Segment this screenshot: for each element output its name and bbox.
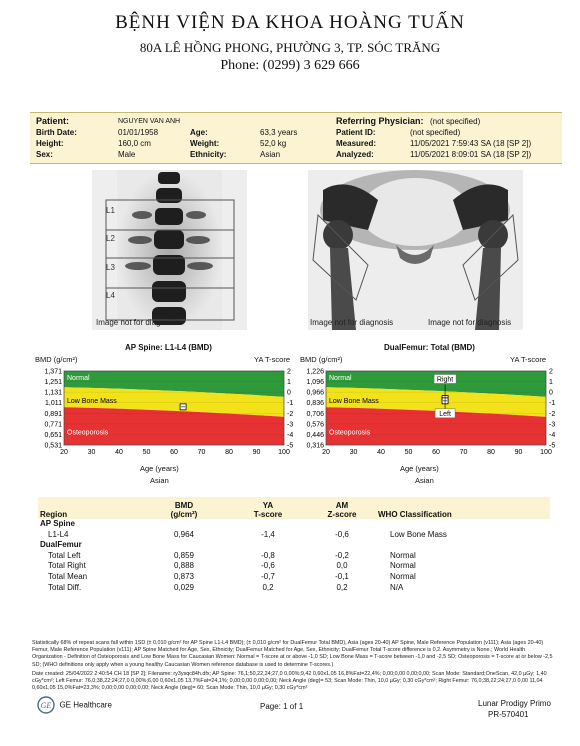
results-cell-zscore: -0,6: [335, 529, 349, 539]
results-table: [38, 497, 550, 593]
results-cell-tscore: -0,7: [261, 571, 275, 581]
spine-xtick: 60: [170, 449, 178, 456]
hip-scan-graphic: [308, 170, 523, 330]
brand-name: GE Healthcare: [59, 700, 112, 710]
spine-xtick: 20: [60, 449, 68, 456]
femur-ttick: 1: [549, 379, 553, 387]
spine-ttick: 2: [287, 368, 291, 376]
femur-ttick: -1: [549, 400, 556, 408]
femur-ttick: 2: [549, 368, 553, 376]
table-row: [38, 583, 550, 594]
header-am-zscore: Z-score: [327, 510, 357, 519]
spine-zone-label-low: Low Bone Mass: [67, 397, 117, 405]
spine-ttick: 1: [287, 379, 291, 387]
femur-zone-label-osteo: Osteoporosis: [329, 429, 371, 437]
spine-image-caption: Image not for diagnosis: [96, 318, 180, 327]
weight-value: 52,0 kg: [260, 139, 287, 148]
header-ya-tscore: T-score: [253, 510, 283, 519]
results-cell-who: [374, 519, 550, 530]
results-cell-tscore: -0,6: [261, 561, 275, 571]
results-cell-who: [374, 540, 550, 551]
femur-xtick: 70: [459, 449, 468, 456]
header-bmd-unit: (g/cm²): [170, 510, 198, 519]
femur-xtick: 50: [404, 449, 413, 456]
spine-chart-ylabel2: YA T-score: [254, 355, 290, 364]
spine-ytick: 1,011: [45, 400, 62, 408]
results-cell-zscore: [310, 540, 374, 551]
spine-xtick: 30: [87, 449, 96, 456]
referring-physician-value: (not specified): [430, 117, 481, 126]
table-row: [38, 551, 550, 562]
birth-date-label: Birth Date:: [36, 128, 77, 137]
hospital-address: 80A LÊ HỒNG PHONG, PHƯỜNG 3, TP. SÓC TRĂNG: [139, 40, 441, 55]
results-cell-region: Total Left: [48, 550, 81, 560]
analyzed-value: 11/05/2021 8:09:01 SA (18 [SP 2]): [410, 150, 532, 159]
results-cell-tscore: [226, 540, 310, 551]
results-cell-tscore: -1,4: [261, 529, 275, 539]
spine-ytick: 1,371: [44, 368, 62, 376]
ethnicity-label: Ethnicity:: [190, 150, 227, 159]
spine-ttick: -2: [287, 410, 294, 418]
patient-name: NGUYEN VAN ANH: [118, 118, 181, 125]
weight-label: Weight:: [190, 139, 220, 148]
age-label: Age:: [190, 128, 208, 137]
svg-text:GE: GE: [40, 701, 52, 710]
hospital-name: BỆNH VIỆN ĐA KHOA HOÀNG TUẤN: [115, 12, 465, 33]
results-cell-tscore: [226, 519, 310, 530]
results-header-row: [38, 497, 550, 519]
vertebra-label-l2: L2: [106, 234, 115, 243]
spine-ytick: 0,651: [44, 431, 62, 439]
femur-chart-xlabel: Age (years): [400, 464, 439, 473]
spine-ttick: -1: [287, 400, 294, 408]
hip-image-caption-right: Image not for diagnosis: [428, 318, 512, 327]
spine-zone-label-osteo: Osteoporosis: [67, 429, 109, 437]
spine-ytick: 1,251: [44, 379, 62, 387]
spine-ttick: -5: [287, 442, 294, 450]
ge-logo-block: [37, 696, 112, 714]
results-cell-region: AP Spine: [40, 519, 75, 528]
measured-label: Measured:: [336, 139, 377, 148]
femur-chart-title: DualFemur: Total (BMD): [384, 343, 475, 352]
header-am: AM: [335, 501, 349, 510]
results-cell-region: Total Diff.: [48, 582, 82, 592]
femur-ttick: -2: [549, 410, 556, 418]
results-cell-tscore: -0,8: [261, 550, 275, 560]
femur-xtick: 40: [377, 449, 385, 456]
table-row: [38, 540, 550, 551]
header-who: WHO Classification: [374, 497, 550, 519]
femur-xtick: 30: [349, 449, 358, 456]
spine-chart-ethnicity: Asian: [150, 476, 169, 485]
spine-bmd-chart: [28, 365, 298, 465]
sex-value: Male: [118, 150, 136, 159]
table-row: [38, 530, 550, 541]
footer-scan-details: Date created: 25/04/2022 2:40:54 CH 18 [SP 2]; Filename: ry3ysqc84h.dfx; AP Spine: 76,1;50,22,24;27,0 0,00%;9,42 0,60x1,05 16,8%Fat=22,4%; 0,00;0,00 0,00;0,00; Scan Mode: Standard;OneScan, 42,0 µGy; 1,40 cGy*cm²; Left Femur: 76,0;38,22;24;27,0 0,00%;6,00 0,60x1,05 13,7%Fat=24,1%; 0,00;0,00 0,00;0,00; Neck Angle (deg)= 53; Scan Mode: Thin, 10,0 µGy; 0,30 cGy*cm²; Right Femur: 76,0;38,22;24;27,0 0,00 11,04 0,60x1,05 15,0%Fat=23,3%; 0,00;0,00 0,00;0,00; Neck Angle (deg)= 60; Scan Mode: Thin, 10,0 µGy; 0,30 cGy*cm²: [32, 670, 547, 692]
results-cell-region: Total Mean: [48, 571, 88, 581]
vertebra-label-l3: L3: [106, 263, 115, 272]
results-cell-bmd: [142, 519, 226, 530]
table-row: [38, 572, 550, 583]
patient-label: Patient:: [36, 116, 70, 126]
spine-xtick: 90: [252, 449, 261, 456]
femur-ytick: 0,706: [306, 410, 324, 418]
femur-ytick: 0,836: [306, 400, 324, 408]
spine-ttick: -3: [287, 421, 294, 429]
height-value: 160,0 cm: [118, 139, 151, 148]
femur-zone-label-low: Low Bone Mass: [329, 397, 379, 405]
page-number: Page: 1 of 1: [260, 702, 304, 711]
ge-logo-icon: [37, 696, 55, 714]
analyzed-label: Analyzed:: [336, 150, 374, 159]
femur-ytick: 0,576: [306, 421, 324, 429]
spine-ytick: 0,891: [44, 410, 62, 418]
sex-label: Sex:: [36, 150, 53, 159]
results-cell-who: Normal: [390, 571, 416, 581]
vertebra-label-l4: L4: [106, 291, 115, 300]
spine-ytick: 0,531: [44, 442, 62, 450]
results-cell-region: L1-L4: [48, 529, 69, 539]
femur-bmd-chart: [290, 365, 560, 465]
spine-scan-image: [92, 170, 247, 330]
ethnicity-value: Asian: [260, 150, 281, 159]
hospital-phone: Phone: (0299) 3 629 666: [220, 58, 360, 73]
femur-ytick: 1,096: [306, 379, 324, 387]
spine-ytick: 1,131: [44, 389, 62, 397]
femur-ttick: 0: [549, 389, 553, 397]
results-cell-region: DualFemur: [40, 540, 82, 550]
hip-image-caption-left: Image not for diagnosis: [310, 318, 394, 327]
results-cell-bmd: 0,873: [173, 571, 195, 581]
femur-xtick: 80: [487, 449, 495, 456]
height-label: Height:: [36, 139, 64, 148]
device-serial: PR-570401: [488, 710, 529, 719]
footer-notes: [32, 640, 554, 692]
femur-xtick: 60: [432, 449, 440, 456]
spine-ttick: 0: [287, 389, 291, 397]
header-ya: YA: [262, 501, 274, 510]
spine-chart-xlabel: Age (years): [140, 464, 179, 473]
femur-ytick: 0,966: [306, 389, 324, 397]
results-cell-bmd: 0,029: [173, 582, 195, 592]
spine-xtick: 70: [197, 449, 206, 456]
spine-chart-title: AP Spine: L1-L4 (BMD): [125, 343, 212, 352]
patient-id-value: (not specified): [410, 128, 461, 137]
header-bmd: BMD: [174, 501, 194, 510]
spine-chart-ylabel: BMD (g/cm²): [35, 355, 78, 364]
results-cell-zscore: -0,1: [335, 571, 349, 581]
patient-id-label: Patient ID:: [336, 128, 376, 137]
spine-xtick: 80: [225, 449, 233, 456]
femur-xtick: 20: [322, 449, 330, 456]
femur-ytick: 0,316: [306, 442, 324, 450]
results-cell-zscore: 0,0: [336, 561, 348, 571]
results-cell-bmd: 0,964: [173, 529, 195, 539]
age-value: 63,3 years: [260, 128, 298, 137]
results-cell-bmd: 0,888: [173, 561, 195, 571]
femur-ttick: -3: [549, 421, 556, 429]
femur-ttick: -5: [549, 442, 556, 450]
femur-chart-ylabel: BMD (g/cm²): [300, 355, 343, 364]
spine-xtick: 40: [115, 449, 123, 456]
femur-chart-ethnicity: Asian: [415, 476, 434, 485]
results-cell-region: Total Right: [48, 561, 86, 571]
femur-ytick: 1,226: [306, 368, 324, 376]
footer-statistics-note: Statistically 68% of repeat scans fall within 1SD (± 0,010 g/cm² for AP Spine L1-L4 BMD); (± 0,010 g/cm² for DualFemur Total BMD), Asia (ages 20-40) AP Spine, Male Reference Population (v111); Asia (ages 20-40) Femur, Male Reference Population (v111); AP Spine Matched for Age, Sex, Ethnicity; DualFemur Matched for Age, Sex, Ethnicity; DualFemur Total T-score difference is 0,2. Asymmetry is None.; World Health Organization - Definition of Osteoporosis and Low Bone Mass for Caucasian Women: Normal = T-score at or above -1,0 SD; Low Bone Mass = T-score between -1,0 and -2,5 SD; Osteoporosis = T-score at or below -2,5 SD; (WHO definitions only apply when a young healthy Caucasian Women reference database is used to determine T-scores.): [32, 640, 553, 668]
spine-ttick: -4: [287, 431, 294, 439]
results-cell-who: Normal: [390, 561, 416, 571]
measured-value: 11/05/2021 7:59:43 SA (18 [SP 2]): [410, 139, 532, 148]
birth-date-value: 01/01/1958: [118, 128, 159, 137]
header-region: Region: [38, 497, 142, 519]
results-cell-who: Normal: [390, 550, 416, 560]
femur-chart-ylabel2: YA T-score: [510, 355, 546, 364]
results-cell-zscore: 0,2: [336, 582, 348, 592]
hip-scan-image: [308, 170, 523, 330]
results-cell-who: Low Bone Mass: [390, 529, 447, 539]
vertebra-label-l1: L1: [106, 206, 115, 215]
device-name: Lunar Prodigy Primo: [478, 699, 551, 708]
femur-xtick: 90: [514, 449, 523, 456]
spine-xtick: 50: [142, 449, 151, 456]
femur-zone-label-normal: Normal: [329, 374, 352, 382]
spine-ytick: 0,771: [44, 421, 62, 429]
femur-ttick: -4: [549, 431, 556, 439]
table-row: [38, 519, 550, 530]
femur-marker-right-label: Right: [436, 376, 454, 384]
femur-marker-left-label: Left: [439, 410, 451, 418]
femur-xtick: 100: [540, 449, 552, 456]
results-cell-zscore: [310, 519, 374, 530]
results-cell-bmd: 0,859: [173, 550, 195, 560]
spine-xtick: 100: [278, 449, 290, 456]
results-cell-who: N/A: [390, 582, 404, 592]
results-cell-zscore: -0,2: [335, 550, 349, 560]
results-cell-tscore: 0,2: [262, 582, 274, 592]
patient-info-panel: [30, 112, 562, 164]
table-row: [38, 561, 550, 572]
results-cell-bmd: [142, 540, 226, 551]
femur-ytick: 0,446: [306, 431, 324, 439]
spine-scan-graphic: [92, 170, 247, 330]
spine-zone-label-normal: Normal: [67, 374, 90, 382]
referring-physician-label: Referring Physician:: [336, 116, 424, 126]
